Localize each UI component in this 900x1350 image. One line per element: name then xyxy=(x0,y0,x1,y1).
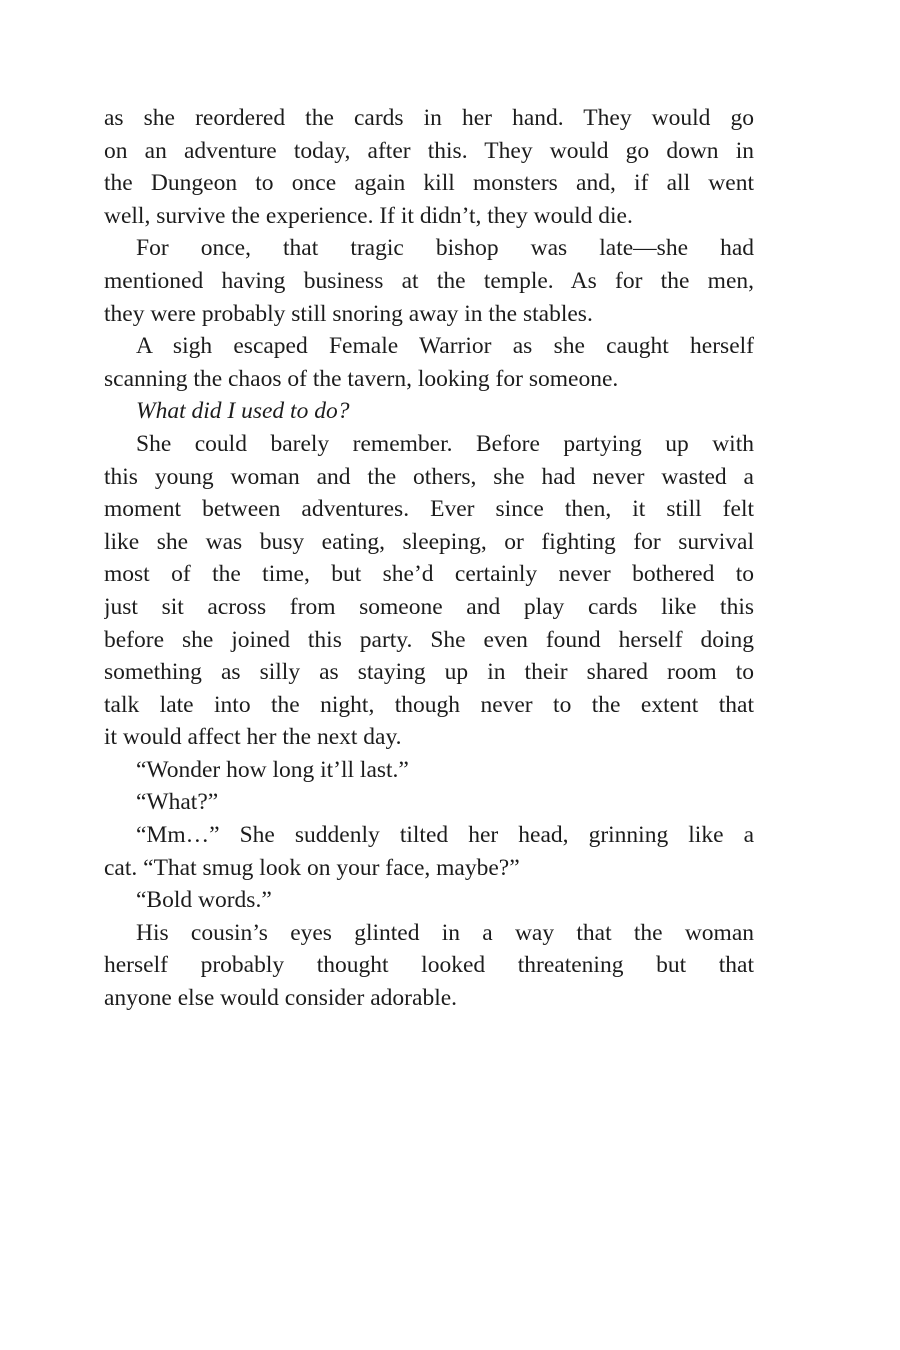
text-line: His cousin’s eyes glinted in a way that the woman xyxy=(136,919,754,946)
text-line: they were probably still snoring away in the stables. xyxy=(104,300,593,327)
text-line: this young woman and the others, she had never wasted a xyxy=(104,463,754,490)
paragraph xyxy=(104,330,754,395)
paragraph xyxy=(104,754,754,787)
paragraph xyxy=(104,395,754,428)
text-line: A sigh escaped Female Warrior as she caught herself xyxy=(136,333,754,360)
text-line: cat. “That smug look on your face, maybe?” xyxy=(104,854,520,881)
text-line: What did I used to do? xyxy=(136,398,350,425)
text-line: it would affect her the next day. xyxy=(104,724,402,751)
paragraph xyxy=(104,428,754,754)
text-line: She could barely remember. Before partying up with xyxy=(136,430,754,457)
text-line: moment between adventures. Ever since then, it still felt xyxy=(104,496,754,523)
paragraph xyxy=(104,917,754,1015)
text-line: mentioned having business at the temple. As for the men, xyxy=(104,267,754,294)
text-line: “Mm…” She suddenly tilted her head, grinning like a xyxy=(136,822,754,849)
paragraph xyxy=(104,884,754,917)
text-line: on an adventure today, after this. They would go down in xyxy=(104,137,754,164)
text-line: just sit across from someone and play cards like this xyxy=(104,593,754,620)
paragraph xyxy=(104,102,754,232)
text-line: as she reordered the cards in her hand. They would go xyxy=(104,105,754,131)
text-line: talk late into the night, though never to the extent that xyxy=(104,691,754,718)
text-line: herself probably thought looked threatening but that xyxy=(104,952,754,979)
text-line: “Wonder how long it’ll last.” xyxy=(136,756,409,783)
text-line: before she joined this party. She even found herself doing xyxy=(104,626,754,653)
text-line: anyone else would consider adorable. xyxy=(104,985,458,1012)
paragraph xyxy=(104,819,754,884)
text-line: something as silly as staying up in their shared room to xyxy=(104,659,754,686)
text-line: scanning the chaos of the tavern, looking for someone. xyxy=(104,365,619,392)
paragraph xyxy=(104,232,754,330)
text-line: For once, that tragic bishop was late—she had xyxy=(136,235,754,262)
text-line: most of the time, but she’d certainly never bothered to xyxy=(104,561,754,588)
text-line: well, survive the experience. If it didn’t, they would die. xyxy=(104,202,633,229)
text-line: like she was busy eating, sleeping, or fighting for survival xyxy=(104,528,754,555)
text-column xyxy=(104,102,754,1015)
text-line: “What?” xyxy=(136,789,219,816)
text-line: the Dungeon to once again kill monsters and, if all went xyxy=(104,170,754,197)
text-line: “Bold words.” xyxy=(136,887,272,914)
paragraph xyxy=(104,786,754,819)
